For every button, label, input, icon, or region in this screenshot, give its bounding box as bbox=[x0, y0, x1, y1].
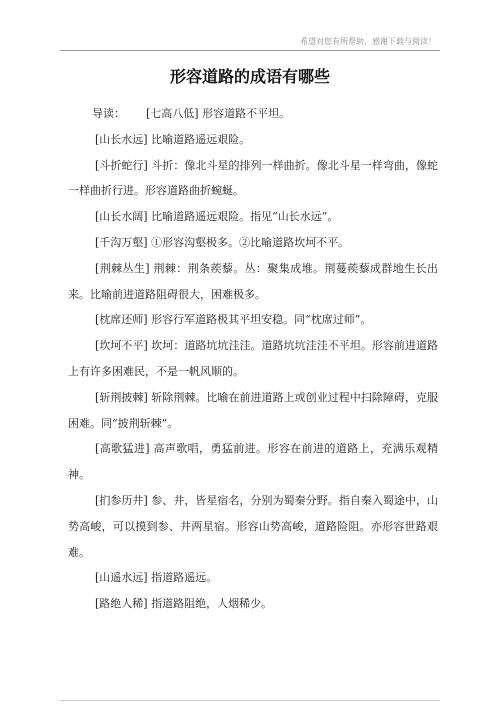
header-divider bbox=[60, 50, 440, 51]
header-note: 希望对您有所帮助，感谢下载与阅读！ bbox=[300, 37, 436, 46]
idiom-paragraph: [斗折蛇行] 斗折：像北斗星的排列一样曲折。像北斗星一样弯曲，像蛇一样曲折行进。形容道路曲折蜿蜒。 bbox=[68, 158, 438, 198]
lead-paragraph bbox=[68, 101, 438, 127]
idiom-paragraph: [斩荆披棘] 斩除荆棘。比喻在前进道路上或创业过程中扫除障碍，克服困难。同“披荆斩棘”。 bbox=[68, 390, 438, 430]
idiom-paragraph: [山长水阔] 比喻道路遥远艰险。指见“山长水远”。 bbox=[95, 210, 339, 224]
lead-label: 导读： bbox=[92, 107, 125, 120]
idiom-paragraph: [千沟万壑] ①形容沟壑极多。②比喻道路坎坷不平。 bbox=[95, 235, 350, 249]
footer-divider bbox=[60, 700, 440, 701]
idiom-paragraph: [山长水远] 比喻道路遥远艰险。 bbox=[95, 132, 251, 146]
idiom-paragraph: [荆棘丛生] 荆棘：荆条蒺藜。丛：聚集成堆。荆蔓蒺藜成群地生长出来。比喻前进道路阻碍很大，困难极多。 bbox=[68, 261, 438, 301]
idiom-paragraph: [路绝人稀] 指道路阻绝，人烟稀少。 bbox=[95, 597, 273, 611]
document-body bbox=[68, 101, 438, 617]
idiom-paragraph: [扪参历井] 参、井，皆星宿名，分别为蜀秦分野。指自秦入蜀途中，山势高峻，可以摸到参、井两星宿。形容山势高峻，道路险阻。亦形容世路艰难。 bbox=[68, 493, 438, 559]
lead-text: [七高八低] 形容道路不平坦。 bbox=[146, 107, 291, 120]
idiom-paragraph: [高歌猛进] 高声歌唱，勇猛前进。形容在前进的道路上，充满乐观精神。 bbox=[68, 442, 438, 482]
idiom-paragraph: [枕席还师] 形容行军道路极其平坦安稳。同“枕席过师”。 bbox=[95, 313, 372, 327]
idiom-paragraph: [山遥水远] 指道路遥远。 bbox=[95, 571, 218, 585]
page-title: 形容道路的成语有哪些 bbox=[169, 67, 330, 86]
idiom-paragraph: [坎坷不平] 坎坷：道路坑坑洼洼。道路坑坑洼洼不平坦。形容前进道路上有许多困难民，不是一帆风顺的。 bbox=[68, 339, 438, 378]
